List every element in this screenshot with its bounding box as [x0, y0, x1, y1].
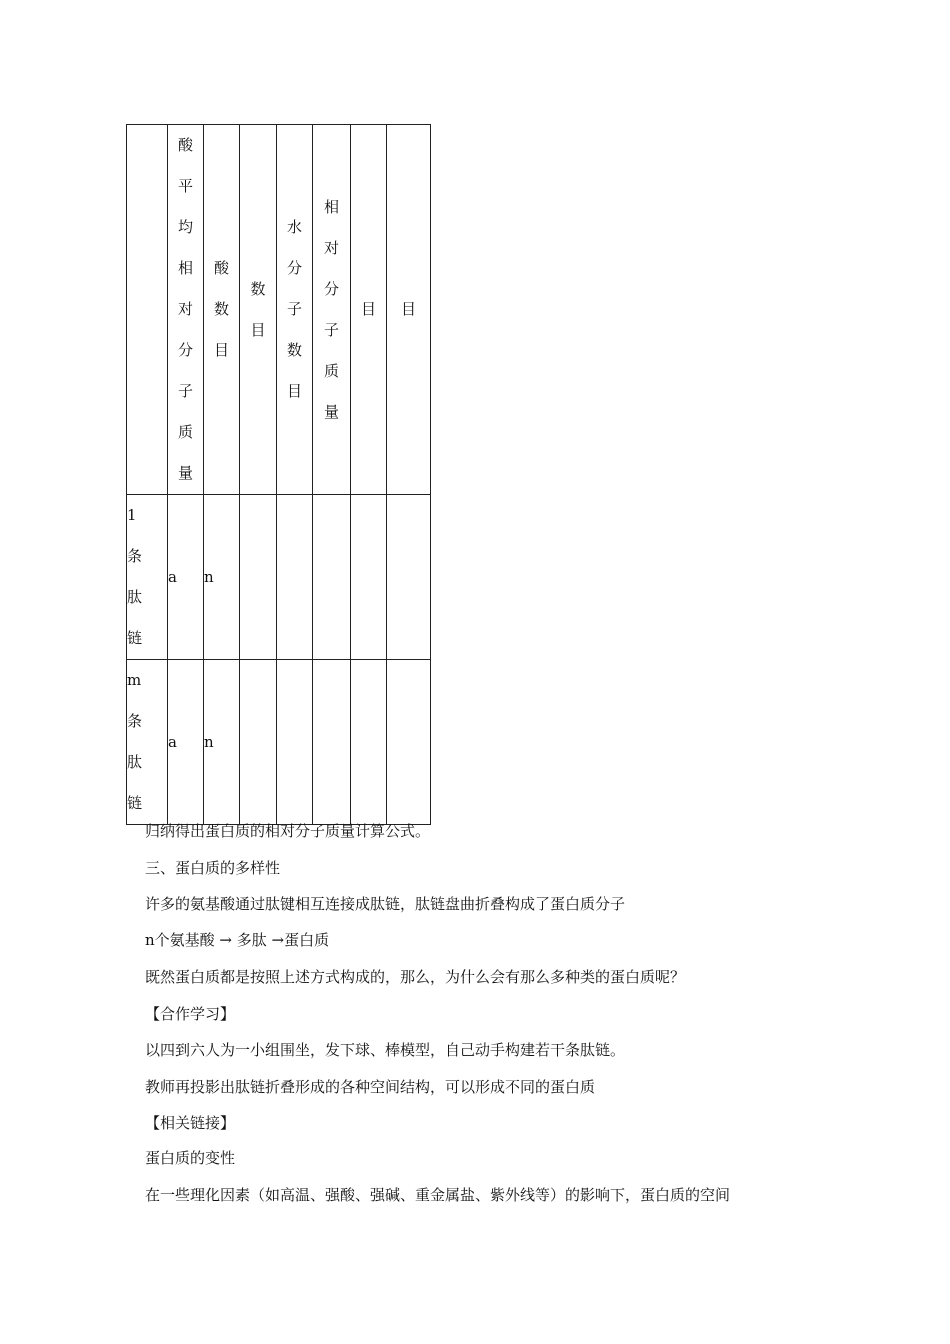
table-cell: a	[168, 495, 204, 660]
table-cell	[387, 495, 431, 660]
table-header-cell: 水分子数目	[277, 125, 313, 495]
heading-cooperative-learning: 【合作学习】	[145, 1005, 236, 1023]
table-cell	[387, 660, 431, 825]
table-header-row	[127, 125, 431, 495]
row-label-cell: 1条肽链	[127, 495, 168, 660]
table-cell: n	[204, 495, 240, 660]
paragraph-denaturation-factors: 在一些理化因素（如高温、强酸、强碱、重金属盐、紫外线等）的影响下，蛋白质的空间	[145, 1186, 731, 1204]
table-row	[127, 660, 431, 825]
table-cell	[277, 495, 313, 660]
table-cell	[313, 660, 351, 825]
paragraph-peptide-chain: 许多的氨基酸通过肽键相互连接成肽链，肽链盘曲折叠构成了蛋白质分子	[145, 895, 626, 913]
table-header-cell: 目	[387, 125, 431, 495]
table-cell	[240, 495, 277, 660]
table-cell	[240, 660, 277, 825]
table-cell: n	[204, 660, 240, 825]
table-header-cell	[127, 125, 168, 495]
table-header-cell: 酸数目	[204, 125, 240, 495]
paragraph-teacher-projection: 教师再投影出肽链折叠形成的各种空间结构，可以形成不同的蛋白质	[145, 1078, 596, 1096]
table-cell	[277, 660, 313, 825]
row-label-cell: m条肽链	[127, 660, 168, 825]
table-cell	[313, 495, 351, 660]
paragraph-amino-acid-sequence: n个氨基酸 → 多肽 →蛋白质	[145, 931, 330, 949]
table-header-cell: 目	[351, 125, 387, 495]
section-heading-diversity: 三、蛋白质的多样性	[145, 859, 281, 877]
table-header-cell: 相对分子质量	[313, 125, 351, 495]
paragraph-group-activity: 以四到六人为一小组围坐，发下球、棒模型，自己动手构建若干条肽链。	[145, 1041, 626, 1059]
table-header-cell: 酸平均相对分子质量	[168, 125, 204, 495]
table-header-cell: 数目	[240, 125, 277, 495]
paragraph-denaturation-title: 蛋白质的变性	[145, 1149, 236, 1167]
protein-calculation-table	[126, 124, 431, 825]
table-cell	[351, 660, 387, 825]
paragraph-formula-summary: 归纳得出蛋白质的相对分子质量计算公式。	[145, 822, 431, 840]
table-cell: a	[168, 660, 204, 825]
table-row	[127, 495, 431, 660]
heading-related-links: 【相关链接】	[145, 1114, 236, 1132]
table-cell	[351, 495, 387, 660]
paragraph-question: 既然蛋白质都是按照上述方式构成的，那么，为什么会有那么多种类的蛋白质呢？	[145, 968, 686, 986]
